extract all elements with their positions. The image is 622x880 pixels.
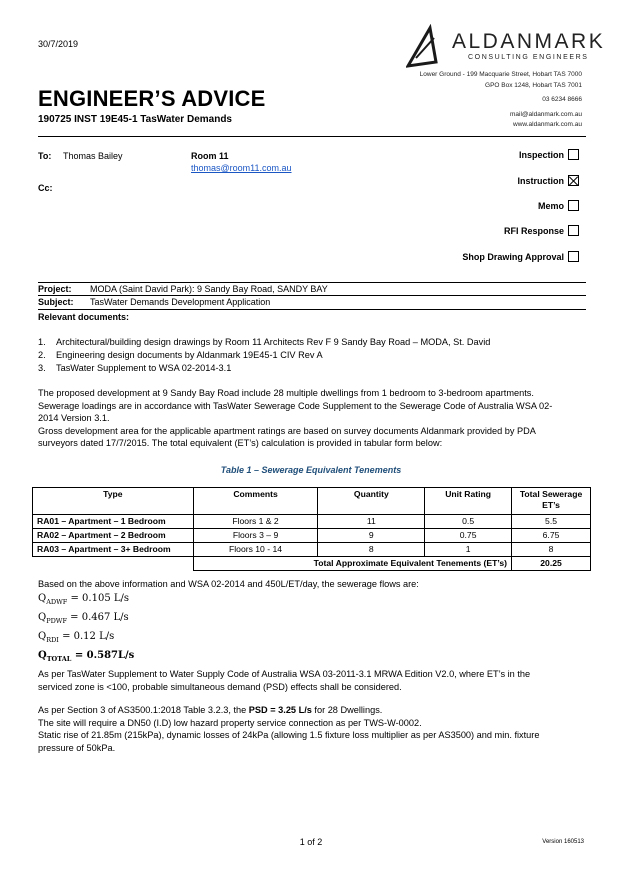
column-header: Quantity <box>318 488 425 515</box>
subject-label: Subject: <box>38 297 74 307</box>
document-date: 30/7/2019 <box>38 39 79 49</box>
formula-pdwf: $Q_{PDWF} = 0.467$ L/s <box>38 612 129 625</box>
checkbox-rfi-response[interactable] <box>504 225 579 236</box>
table-header-row <box>33 488 591 515</box>
divider <box>38 309 586 310</box>
checkbox-instruction[interactable] <box>518 175 580 186</box>
checkbox-shop-drawing-approval[interactable] <box>462 251 579 262</box>
logo-tagline: CONSULTING ENGINEERS <box>468 54 589 61</box>
phone: 03 6234 8666 <box>542 96 582 103</box>
column-header: Comments <box>193 488 318 515</box>
sewerage-table <box>32 487 591 571</box>
flows-intro: Based on the above information and WSA 02-2014 and 450L/ET/day, the sewerage flows are: <box>38 579 419 589</box>
recipient-company: Room 11 <box>191 151 229 161</box>
divider <box>38 295 586 296</box>
address-line-2: GPO Box 1248, Hobart TAS 7001 <box>485 81 582 89</box>
water-psd-paragraph: As per TasWater Supplement to Water Supply Code of Australia WSA 03-2011-3.1 MRWA Edition V2.0, where ET’s in the serviced zone is <100, probable simultaneous demand (PSD) effects shall be considered. <box>38 669 531 692</box>
checkbox-inspection[interactable] <box>519 149 579 160</box>
triangle-logo-icon <box>406 24 452 70</box>
subject-value: TasWater Demands Development Application <box>90 297 271 307</box>
formula-rdi: $Q_{RDI} = 0.12$ L/s <box>38 631 115 644</box>
recipient-email[interactable]: thomas@room11.com.au <box>191 163 292 173</box>
list-item: 3. TasWater Supplement to WSA 02-2014-3.1 <box>38 362 232 373</box>
column-header: Unit Rating <box>425 488 512 515</box>
checkbox-label: Memo <box>537 200 564 211</box>
cc-label: Cc: <box>38 183 53 193</box>
checkbox-box[interactable] <box>568 225 579 236</box>
logo-name: ALDANMARK <box>452 30 606 53</box>
table-total-row <box>33 557 591 571</box>
document-reference: 190725 INST 19E45-1 TasWater Demands <box>38 114 232 125</box>
page-number: 1 of 2 <box>299 837 323 847</box>
recipient-name: Thomas Bailey <box>63 151 123 161</box>
total-value: 20.25 <box>512 557 591 571</box>
version-label: Version 160513 <box>542 839 584 845</box>
checkbox-box[interactable] <box>568 149 579 160</box>
column-header: Type <box>33 488 194 515</box>
intro-paragraph: The proposed development at 9 Sandy Bay Road include 28 multiple dwellings from 1 bedroom to 3-bedroom apartments. Sewerage loadings are in accordance with TasWater Sewerage Code Supplement to the Sewerage Code of Australia WSA 02- 2014 Version 3.1. Gross development area for the applicable apartment ratings are based on survey documents Aldanmark provided by PDA surveyors dated 17/7/2015. The total equivalent (ET’s) calculation is provided in tabular form below: <box>38 388 553 449</box>
to-label: To: <box>38 151 52 161</box>
table-row: RA03 – Apartment – 3+ Bedroom Floors 10 - 14 8 1 8 <box>33 543 591 557</box>
formula-total: $Q_{TOTAL} = 0.587L/s$ <box>38 650 135 663</box>
documents-list <box>38 336 490 374</box>
project-value: MODA (Saint David Park): 9 Sandy Bay Road, SANDY BAY <box>90 284 328 294</box>
table-row: RA02 – Apartment – 2 Bedroom Floors 3 – 9 9 0.75 6.75 <box>33 529 591 543</box>
checkbox-box[interactable] <box>568 200 579 211</box>
checkbox-label: Inspection <box>518 149 564 160</box>
email[interactable]: mail@aldanmark.com.au <box>510 110 582 118</box>
company-logo <box>406 24 606 72</box>
relevant-documents-heading: Relevant documents: <box>38 312 130 322</box>
page-title: ENGINEER’S ADVICE <box>38 86 266 111</box>
list-item: 2. Engineering design documents by Aldanmark 19E45-1 CIV Rev A <box>38 349 323 360</box>
checkbox-memo[interactable] <box>538 200 579 211</box>
table-row: RA01 – Apartment – 1 Bedroom Floors 1 & 2 11 0.5 5.5 <box>33 515 591 529</box>
checkbox-label: RFI Response <box>503 225 564 236</box>
total-label: Total Approximate Equivalent Tenements (ET’s) <box>193 557 511 571</box>
column-header: Total Sewerage ET’s <box>512 488 591 515</box>
company-contact <box>420 70 582 131</box>
website[interactable]: www.aldanmark.com.au <box>513 121 582 128</box>
checkbox-box[interactable] <box>568 251 579 262</box>
table-caption: Table 1 – Sewerage Equivalent Tenements <box>220 465 402 475</box>
flow-formulas <box>38 591 134 667</box>
divider <box>38 282 586 283</box>
list-item: 1. Architectural/building design drawings by Room 11 Architects Rev F 9 Sandy Bay Road – MODA, St. David <box>38 337 491 347</box>
address-line-1: Lower Ground - 199 Macquarie Street, Hobart TAS 7000 <box>419 71 582 78</box>
formula-adwf: $Q_{ADWF} = 0.105$ L/s <box>38 593 130 606</box>
checked-box-icon[interactable] <box>568 175 579 186</box>
project-label: Project: <box>38 284 72 294</box>
checkbox-label: Instruction <box>517 175 564 186</box>
checkbox-label: Shop Drawing Approval <box>462 251 564 262</box>
divider <box>38 136 586 137</box>
water-requirements: As per Section 3 of AS3500.1:2018 Table 3.2.3, the PSD = 3.25 L/s for 28 Dwellings. The site will require a DN50 (I.D) low hazard property service connection as per TWS-W-0002. Static rise of 21.85m (215kPa), dynamic losses of 24kPa (allowing 1.5 fixture loss multiplier as per AS3500) and min. fixture pressure of 50kPa. <box>38 705 540 753</box>
